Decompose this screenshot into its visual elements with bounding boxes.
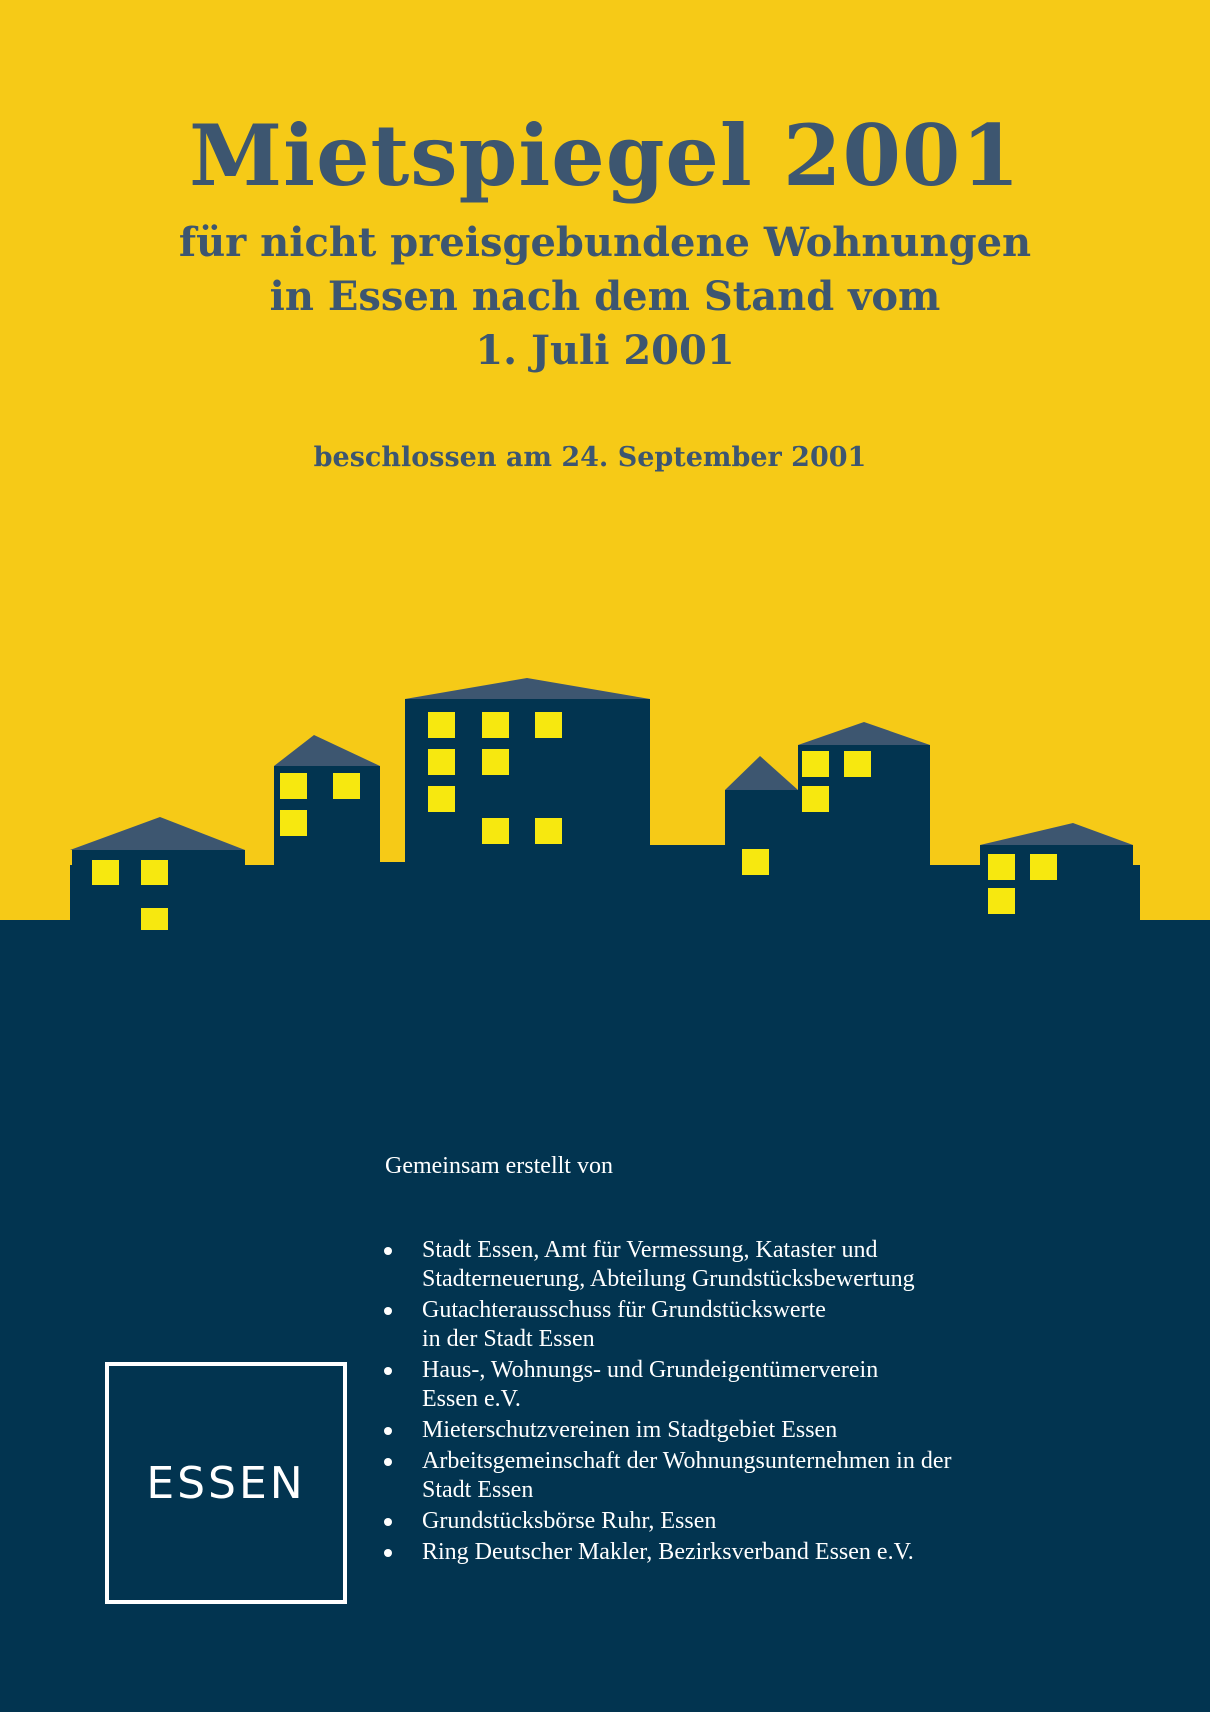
list-item-line: Stadterneuerung, Abteilung Grundstücksbewertung: [422, 1266, 915, 1292]
window: [428, 749, 455, 775]
page-subtitle: [0, 216, 1210, 378]
bullet-icon: [384, 1307, 392, 1315]
list-item-line: Haus-, Wohnungs- und Grundeigentümerverein: [422, 1357, 879, 1383]
window: [141, 860, 168, 885]
list-item-line: Gutachterausschuss für Grundstückswerte: [422, 1297, 826, 1323]
window: [802, 786, 829, 812]
decision-date: beschlossen am 24. September 2001: [313, 442, 867, 473]
roof: [798, 722, 930, 745]
list-item-line: Ring Deutscher Makler, Bezirksverband Essen e.V.: [422, 1539, 914, 1565]
list-item: [380, 1356, 1080, 1414]
window: [428, 786, 455, 812]
list-item-line: Mieterschutzvereinen im Stadtgebiet Essen: [422, 1417, 838, 1443]
list-item-line: in der Stadt Essen: [422, 1326, 595, 1352]
logo-text: ESSEN: [146, 1457, 306, 1509]
window: [280, 773, 307, 799]
bullet-icon: [384, 1427, 392, 1435]
bullet-icon: [384, 1367, 392, 1375]
list-item: [380, 1236, 1080, 1294]
bullet-icon: [384, 1458, 392, 1466]
window: [535, 712, 562, 738]
contributors-list: [380, 1236, 1080, 1567]
window: [333, 773, 360, 799]
city-skyline-illustration: [0, 600, 1210, 930]
window: [482, 818, 509, 844]
list-item: [380, 1296, 1080, 1354]
connector: [245, 880, 275, 925]
roof: [274, 735, 380, 766]
window: [280, 810, 307, 836]
window: [92, 860, 119, 885]
roof: [725, 756, 798, 790]
bullet-icon: [384, 1549, 392, 1557]
list-item-line: Stadt Essen: [422, 1477, 534, 1503]
subtitle-line: in Essen nach dem Stand vom: [269, 273, 941, 320]
window: [988, 888, 1015, 914]
connector: [650, 845, 725, 925]
list-item-line: Arbeitsgemeinschaft der Wohnungsunternehmen in der: [422, 1448, 952, 1474]
connector: [380, 862, 405, 925]
list-item-line: Essen e.V.: [422, 1386, 521, 1412]
window: [844, 751, 871, 777]
bullet-icon: [384, 1247, 392, 1255]
subtitle-line: 1. Juli 2001: [475, 327, 735, 374]
page-title: Mietspiegel 2001: [189, 106, 1021, 205]
window: [141, 908, 168, 930]
window: [988, 854, 1015, 880]
essen-logo: [105, 1362, 347, 1604]
window: [535, 818, 562, 844]
window: [482, 749, 509, 775]
window: [802, 751, 829, 777]
window: [482, 712, 509, 738]
credits-intro: Gemeinsam erstellt von: [385, 1153, 613, 1179]
list-item: [380, 1416, 1080, 1445]
window: [742, 849, 769, 875]
list-item: [380, 1447, 1080, 1505]
list-item: [380, 1507, 1080, 1536]
roof: [980, 823, 1133, 845]
list-item: [380, 1538, 1080, 1567]
connector: [930, 888, 980, 925]
bullet-icon: [384, 1518, 392, 1526]
list-item-line: Grundstücksbörse Ruhr, Essen: [422, 1508, 717, 1534]
window: [1030, 854, 1057, 880]
subtitle-line: für nicht preisgebundene Wohnungen: [178, 219, 1032, 266]
list-item-line: Stadt Essen, Amt für Vermessung, Kataster und: [422, 1237, 878, 1263]
roof: [405, 678, 650, 699]
window: [428, 712, 455, 738]
roof: [70, 817, 245, 850]
